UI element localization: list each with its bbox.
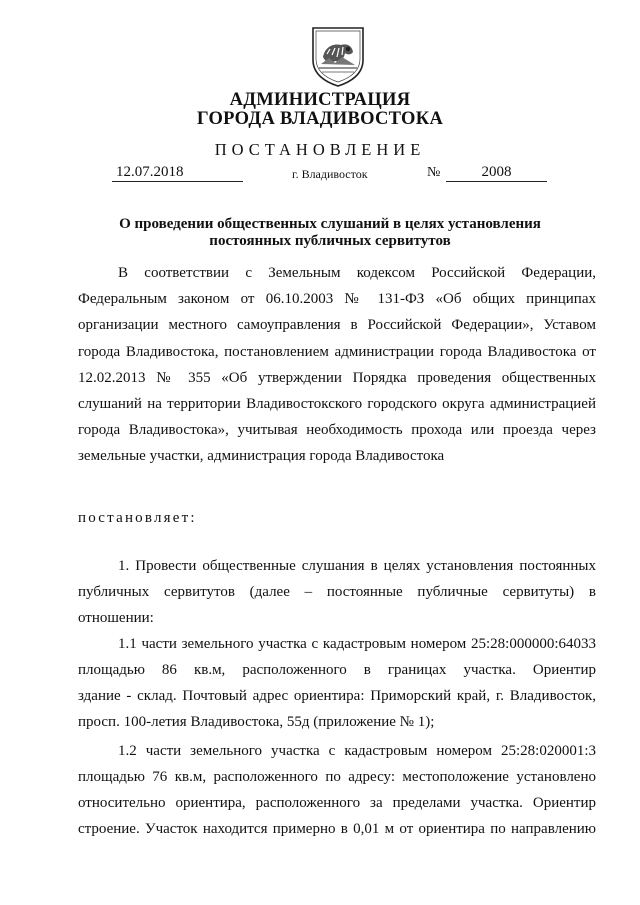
title-line: постоянных публичных сервитутов	[209, 233, 451, 249]
preamble-line: 12.02.2013 № 355 «Об утверждении Порядка проведения общественных	[78, 370, 596, 386]
preamble-line: города Владивостока, постановлением администрации города Владивостока от	[78, 344, 596, 360]
resolves-word: постановляет:	[78, 510, 197, 526]
document-type: ПОСТАНОВЛЕНИЕ	[214, 140, 426, 159]
item-1-line: отношении:	[78, 610, 154, 626]
item-1-1-line: площадью 86 кв.м, расположенного в границах участка. Ориентир	[78, 662, 596, 678]
preamble-line: города Владивостока», учитывая необходимость прохода или проезда через	[78, 422, 596, 438]
item-1-2-line: относительно ориентира, расположенного за пределами участка. Ориентир	[78, 795, 596, 811]
item-1-2-line: строение. Участок находится примерно в 0,01 м от ориентира по направлению	[78, 821, 596, 837]
preamble-line: земельные участки, администрация города Владивостока	[78, 448, 445, 464]
preamble-line: В соответствии с Земельным кодексом Российской Федерации,	[118, 265, 596, 281]
title-line: О проведении общественных слушаний в целях установления	[119, 216, 541, 232]
city-coat-of-arms-icon	[307, 24, 369, 88]
document-title	[60, 216, 600, 250]
document-date: 12.07.2018	[112, 164, 243, 182]
item-1-2-line: 1.2 части земельного участка с кадастровым номером 25:28:020001:3	[118, 743, 596, 759]
organization-name-line1: АДМИНИСТРАЦИЯ	[229, 90, 411, 110]
item-1-1-line: 1.1 части земельного участка с кадастровым номером 25:28:000000:64033	[118, 636, 596, 652]
preamble-line: организации местного самоуправления в Российской Федерации», Уставом	[78, 317, 596, 333]
organization-name-line2: ГОРОДА ВЛАДИВОСТОКА	[196, 109, 444, 129]
document-city: г. Владивосток	[292, 167, 368, 181]
number-label: №	[427, 165, 441, 180]
item-1-1-line: просп. 100-летия Владивостока, 55д (приложение № 1);	[78, 714, 435, 730]
item-1-line: публичных сервитутов (далее – постоянные публичные сервитуты) в	[78, 584, 596, 600]
item-1-1-line: здание - склад. Почтовый адрес ориентира: Приморский край, г. Владивосток,	[78, 688, 596, 704]
document-number: 2008	[446, 164, 547, 182]
item-1-line: 1. Провести общественные слушания в целях установления постоянных	[118, 558, 596, 574]
preamble-line: слушаний на территории Владивостокского городского округа администрацией	[78, 396, 596, 412]
item-1-2-line: площадью 76 кв.м, расположенного по адресу: местоположение установлено	[78, 769, 596, 785]
preamble-line: Федеральным законом от 06.10.2003 № 131-ФЗ «Об общих принципах	[78, 291, 596, 307]
